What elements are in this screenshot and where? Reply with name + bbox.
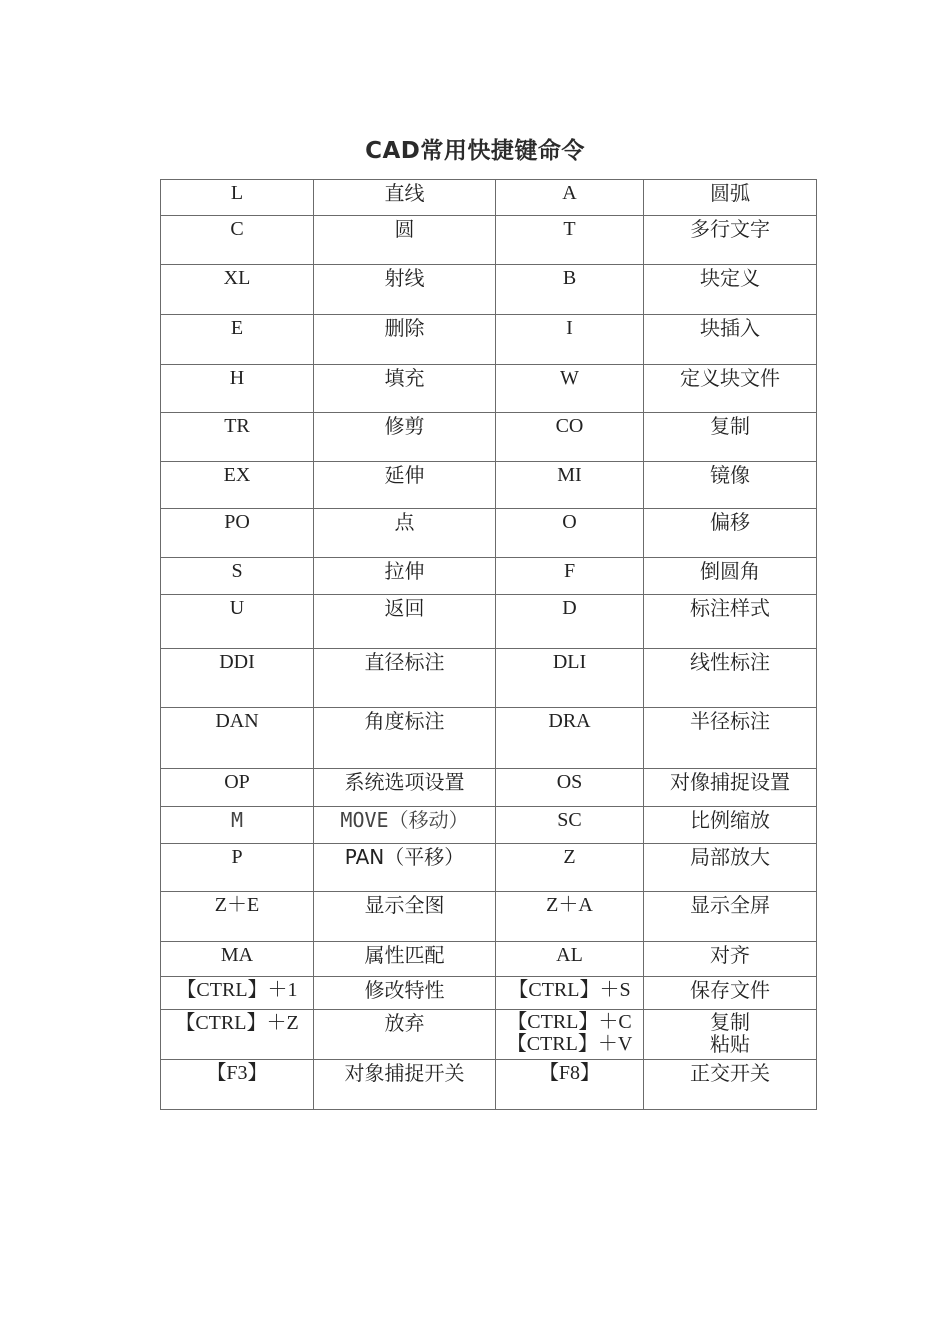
shortcut-key: Z＋E xyxy=(161,892,314,942)
shortcut-key: 【CTRL】＋C xyxy=(507,1011,632,1033)
table-row xyxy=(161,844,817,892)
command-name: 射线 xyxy=(314,265,496,315)
shortcut-table xyxy=(160,179,817,1110)
table-row xyxy=(161,595,817,649)
table-row xyxy=(161,769,817,807)
table-row xyxy=(161,649,817,708)
command-name: 粘贴 xyxy=(710,1032,750,1056)
shortcut-key: CO xyxy=(496,413,644,462)
command-name: 半径标注 xyxy=(644,708,817,769)
shortcut-key: E xyxy=(161,315,314,365)
command-name: 倒圆角 xyxy=(644,558,817,595)
command-name: 局部放大 xyxy=(644,844,817,892)
shortcut-key: C xyxy=(161,216,314,265)
shortcut-key: DAN xyxy=(161,708,314,769)
command-name: 删除 xyxy=(314,315,496,365)
command-name: 直线 xyxy=(314,180,496,216)
command-name: 拉伸 xyxy=(314,558,496,595)
shortcut-key: B xyxy=(496,265,644,315)
command-name: 放弃 xyxy=(314,1010,496,1060)
command-name: 点 xyxy=(314,509,496,558)
command-name: 填充 xyxy=(314,365,496,413)
shortcut-key: Z xyxy=(496,844,644,892)
command-name: MOVE（移动） xyxy=(314,807,496,844)
shortcut-key: W xyxy=(496,365,644,413)
command-name: 系统选项设置 xyxy=(314,769,496,807)
shortcut-key: PO xyxy=(161,509,314,558)
table-row xyxy=(161,807,817,844)
shortcut-key: TR xyxy=(161,413,314,462)
table-row xyxy=(161,265,817,315)
command-name: 正交开关 xyxy=(644,1060,817,1110)
command-name: 标注样式 xyxy=(644,595,817,649)
shortcut-key: D xyxy=(496,595,644,649)
shortcut-key: 【F3】 xyxy=(161,1060,314,1110)
shortcut-key: A xyxy=(496,180,644,216)
command-name: 直径标注 xyxy=(314,649,496,708)
shortcut-key: EX xyxy=(161,462,314,509)
shortcut-key: MI xyxy=(496,462,644,509)
command-name: 线性标注 xyxy=(644,649,817,708)
shortcut-key: OP xyxy=(161,769,314,807)
command-name: 圆 xyxy=(314,216,496,265)
shortcut-key: XL xyxy=(161,265,314,315)
shortcut-key: U xyxy=(161,595,314,649)
command-name: PAN（平移） xyxy=(314,844,496,892)
shortcut-key: P xyxy=(161,844,314,892)
shortcut-key: AL xyxy=(496,942,644,977)
table-row xyxy=(161,315,817,365)
shortcut-key: SC xyxy=(496,807,644,844)
command-name: 多行文字 xyxy=(644,216,817,265)
table-row xyxy=(161,413,817,462)
shortcut-key: T xyxy=(496,216,644,265)
table-row xyxy=(161,892,817,942)
command-name: 对像捕捉设置 xyxy=(644,769,817,807)
command-name: 镜像 xyxy=(644,462,817,509)
command-name: 复制 xyxy=(710,1010,750,1034)
shortcut-key: I xyxy=(496,315,644,365)
command-name: 比例缩放 xyxy=(644,807,817,844)
command-name: 保存文件 xyxy=(644,977,817,1010)
table-row xyxy=(161,462,817,509)
shortcut-key: O xyxy=(496,509,644,558)
shortcut-key: L xyxy=(161,180,314,216)
shortcut-key: 【CTRL】＋S xyxy=(496,977,644,1010)
command-name: 块插入 xyxy=(644,315,817,365)
command-name: 修改特性 xyxy=(314,977,496,1010)
command-name: 延伸 xyxy=(314,462,496,509)
shortcut-key: M xyxy=(161,807,314,844)
command-name: 圆弧 xyxy=(644,180,817,216)
table-row xyxy=(161,1010,817,1060)
table-row xyxy=(161,509,817,558)
shortcut-key: DLI xyxy=(496,649,644,708)
command-name: 属性匹配 xyxy=(314,942,496,977)
shortcut-key: MA xyxy=(161,942,314,977)
shortcut-key: 【CTRL】＋1 xyxy=(161,977,314,1010)
shortcut-key: 【F8】 xyxy=(496,1060,644,1110)
command-name: 显示全图 xyxy=(314,892,496,942)
table-row xyxy=(161,365,817,413)
shortcut-key: S xyxy=(161,558,314,595)
command-name: 返回 xyxy=(314,595,496,649)
shortcut-key: OS xyxy=(496,769,644,807)
command-name: 对象捕捉开关 xyxy=(314,1060,496,1110)
command-name: 偏移 xyxy=(644,509,817,558)
command-name: 修剪 xyxy=(314,413,496,462)
command-name: 显示全屏 xyxy=(644,892,817,942)
command-name: 定义块文件 xyxy=(644,365,817,413)
table-row xyxy=(161,977,817,1010)
shortcut-key: H xyxy=(161,365,314,413)
command-name: 复制 xyxy=(644,413,817,462)
shortcut-key: 【CTRL】＋V xyxy=(506,1033,633,1055)
table-row xyxy=(161,708,817,769)
shortcut-key-pair xyxy=(496,1010,644,1060)
shortcut-key: DRA xyxy=(496,708,644,769)
table-row xyxy=(161,942,817,977)
command-name: 块定义 xyxy=(644,265,817,315)
table-row xyxy=(161,558,817,595)
command-name: 角度标注 xyxy=(314,708,496,769)
table-row xyxy=(161,216,817,265)
table-row xyxy=(161,180,817,216)
shortcut-key: F xyxy=(496,558,644,595)
shortcut-key: Z＋A xyxy=(496,892,644,942)
command-name: 对齐 xyxy=(644,942,817,977)
command-name-pair xyxy=(644,1010,817,1060)
shortcut-key: 【CTRL】＋Z xyxy=(161,1010,314,1060)
shortcut-key: DDI xyxy=(161,649,314,708)
page-title: CAD常用快捷键命令 xyxy=(365,138,585,164)
table-row xyxy=(161,1060,817,1110)
